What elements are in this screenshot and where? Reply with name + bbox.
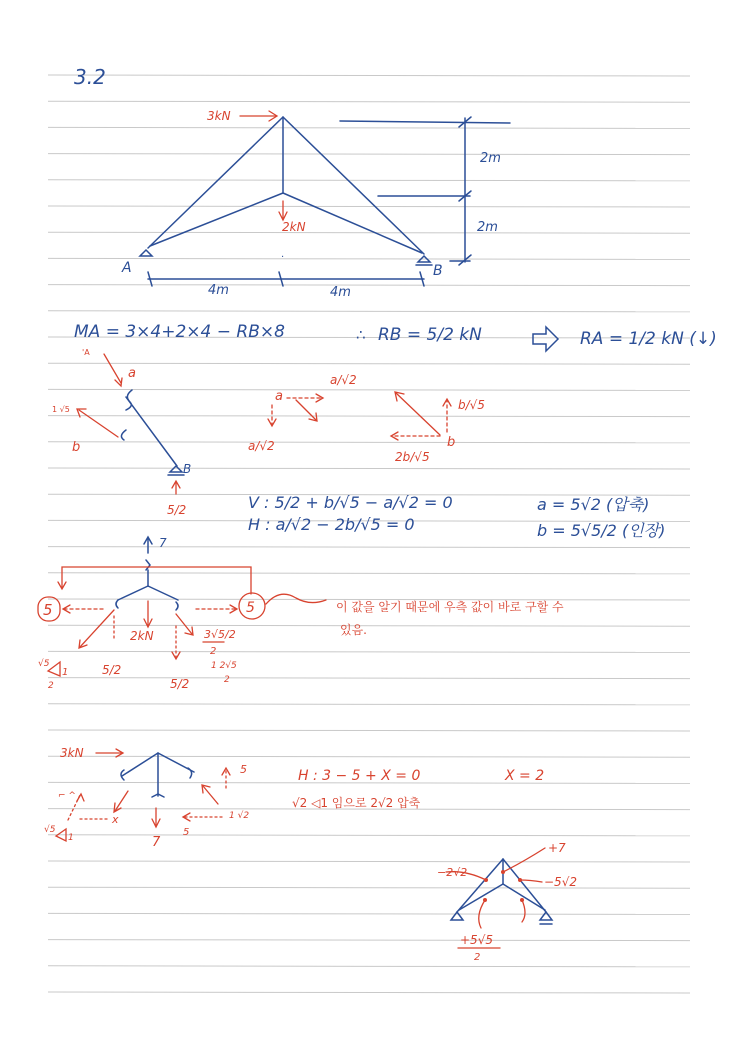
small-triangle-icon: [48, 662, 60, 676]
ruled-line: [48, 101, 690, 102]
mid-down-val: 5/2: [170, 677, 190, 691]
problem-number: 3.2: [74, 65, 106, 89]
svg-text:⌐ ^: ⌐ ^: [58, 791, 76, 801]
load-top-label: 3kN: [207, 109, 231, 123]
member-left-inner: [150, 193, 283, 246]
node-top-fbd: [44, 746, 544, 850]
top-h-eq: H : 3 − 5 + X = 0: [298, 768, 421, 784]
ruled-line: [48, 389, 690, 390]
implies-arrow-icon: [533, 327, 558, 351]
ruled-line: [48, 468, 690, 469]
ruled-line: [48, 835, 690, 836]
v-equation: V : 5/2 + b/√5 − a/√2 = 0: [248, 493, 453, 512]
ruled-line: [48, 678, 690, 679]
svg-text:·: ·: [281, 252, 285, 263]
a-comp-h: a/√2: [330, 373, 357, 387]
ruled-line: [48, 416, 690, 417]
note-line-1: 이 값을 알기 때문에 우측 값이 바로 구할 수: [336, 600, 564, 614]
top-right-tri: 1 √2: [229, 811, 250, 821]
force-b-label: b: [72, 440, 81, 455]
force-a-label: a: [128, 366, 136, 381]
top-left-tri: √5: [44, 825, 56, 835]
ruled-line: [48, 861, 690, 862]
b-comp-h: 2b/√5: [395, 450, 430, 464]
moment-eq-lhs: MA = 3×4+2×4 − RB×8: [74, 322, 285, 342]
svg-text:2: 2: [210, 646, 217, 657]
node-mid-fbd: [38, 536, 564, 691]
summary-right-outer: −5√2: [544, 875, 577, 889]
summary-support-right-icon: [540, 912, 552, 920]
ruled-line: [48, 442, 690, 443]
tri-right-label: 1 2√5: [211, 661, 237, 671]
therefore-symbol: ∴: [356, 326, 366, 344]
support-a-icon: [140, 250, 152, 256]
ruled-line: [48, 75, 690, 76]
mid-left-val: 5: [43, 601, 53, 619]
ruled-line: [48, 127, 690, 128]
tri-right-den: 2: [224, 675, 230, 685]
node-b-fbd: [52, 348, 191, 517]
ruled-line: [48, 625, 690, 626]
ruled-line: [48, 154, 690, 155]
mid-up-force: 7: [159, 536, 167, 550]
svg-text:1: 1: [62, 667, 69, 678]
dim-lower-label: 2m: [477, 220, 498, 235]
ruled-line: [48, 311, 690, 312]
node-b-equations: [248, 493, 665, 540]
top-x-result: X = 2: [505, 768, 545, 784]
load-mid-label: 2kN: [282, 220, 306, 234]
ruled-line: [48, 285, 690, 286]
ruled-line: [48, 206, 690, 207]
tri-left-label: √5: [38, 659, 50, 669]
ruled-line: [48, 704, 690, 705]
top-right-small: 5: [183, 827, 190, 838]
mid-right-val: 5: [246, 600, 255, 616]
support-a-label: A: [122, 260, 132, 276]
ruled-line: [48, 992, 690, 993]
summary-left-outer: −2√2: [437, 866, 468, 879]
ruled-line: [48, 258, 690, 259]
summary-bottom-den: 2: [474, 952, 481, 963]
b-comp-v: b/√5: [458, 398, 485, 412]
svg-text:'A: 'A: [82, 348, 90, 357]
ra-result: RA = 1/2 kN (↓): [580, 329, 717, 349]
a-components: [248, 373, 357, 453]
summary-support-left-icon: [451, 912, 463, 920]
top-up-val: 5: [240, 763, 247, 776]
top-left-x: x: [112, 813, 119, 826]
support-b-label: B: [433, 263, 443, 279]
node-b-reaction: 5/2: [167, 503, 187, 517]
mid-right-comp: 3√5/2: [204, 628, 236, 641]
ruled-line: [48, 913, 690, 914]
ruled-line: [48, 940, 690, 941]
node-b-support-label: B: [183, 462, 192, 476]
mid-load: 2kN: [130, 629, 154, 643]
svg-text:2: 2: [48, 681, 54, 691]
svg-text:1 √5: 1 √5: [52, 405, 70, 414]
svg-text:b: b: [447, 435, 456, 450]
dim-upper-label: 2m: [480, 151, 501, 166]
summary-bottom: +5√5: [460, 933, 493, 947]
summary-top: +7: [548, 841, 566, 855]
top-load: 3kN: [60, 746, 84, 760]
b-components: [391, 392, 485, 464]
a-result: a = 5√2 (압축): [537, 495, 650, 514]
b-result: b = 5√5/2 (인장): [537, 521, 666, 540]
mid-left-comp: 5/2: [102, 663, 122, 677]
main-truss-figure: [121, 109, 510, 300]
ruled-line: [48, 363, 690, 364]
ruled-line: [48, 730, 690, 731]
rb-result: RB = 5/2 kN: [378, 325, 482, 345]
ruled-line: [48, 756, 690, 757]
top-down-val: 7: [152, 835, 161, 850]
svg-text:1: 1: [68, 833, 74, 843]
ruled-line: [48, 547, 690, 548]
svg-text:a: a: [275, 389, 283, 404]
summary-truss: [437, 841, 577, 963]
ruled-line: [48, 651, 690, 652]
support-b-small-icon: [170, 466, 182, 472]
a-comp-v: a/√2: [248, 439, 275, 453]
dim-left-label: 4m: [208, 283, 229, 298]
member-left-outer: [148, 117, 283, 248]
ruled-line: [48, 573, 690, 574]
dim-right-label: 4m: [330, 285, 351, 300]
note-line-2: 있음.: [340, 623, 367, 637]
h-equation: H : a/√2 − 2b/√5 = 0: [248, 515, 415, 534]
moment-equation: [74, 322, 717, 351]
ruled-line: [48, 232, 690, 233]
ruled-line: [48, 966, 690, 967]
ruled-line: [48, 180, 690, 181]
ruled-line: [48, 887, 690, 888]
top-note: √2 ◁1 임으로 2√2 압축: [292, 796, 421, 810]
